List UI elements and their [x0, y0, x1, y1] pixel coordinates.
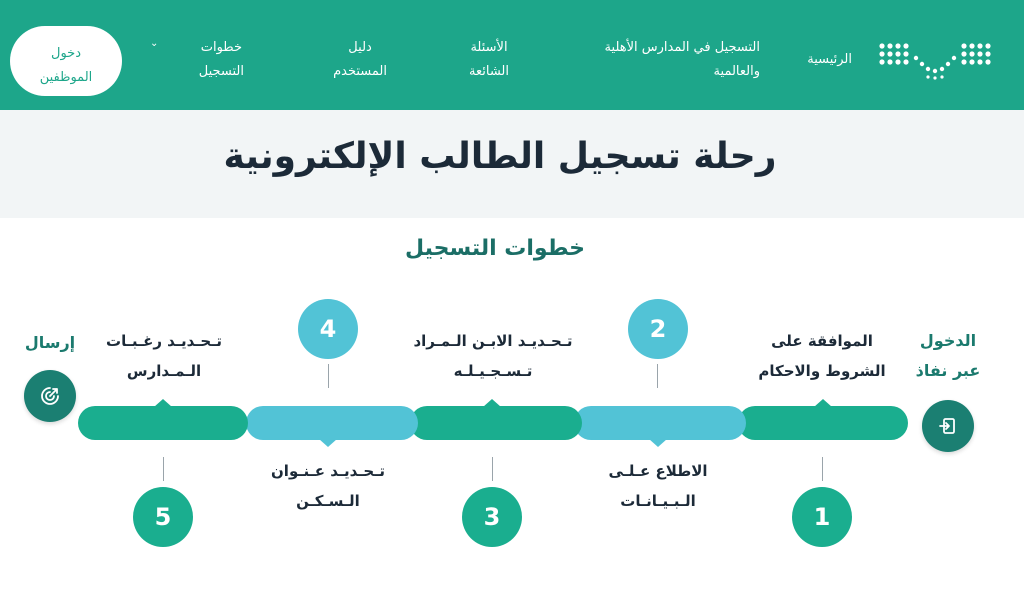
nav-registration-steps-dropdown[interactable]: [199, 36, 244, 84]
send-label: إرسال: [24, 333, 76, 352]
nav-register-label-line2: والعالمية: [713, 64, 760, 79]
ministry-logo-icon[interactable]: [878, 40, 992, 80]
step-5-number: 5: [133, 487, 193, 547]
connector-line: [163, 457, 164, 481]
nav-register-label-line1: التسجيل في المدارس الأهلية: [604, 40, 760, 55]
nav-steps-label-line1: خطوات: [200, 40, 242, 55]
timeline-segment-step-2: [574, 406, 746, 440]
employee-login-button[interactable]: [10, 26, 122, 96]
step-1-line2: الشروط والاحكام: [758, 362, 886, 380]
nav-faq-label-line2: الشائعة: [469, 64, 509, 79]
connector-line: [657, 364, 658, 388]
step-1-line1: الموافقة على: [771, 332, 873, 350]
step-3-text: [400, 326, 586, 386]
send-icon: [39, 385, 61, 407]
step-2-line2: الـبـيـانـات: [620, 492, 696, 510]
timeline-notch: [319, 439, 337, 447]
login-icon: [938, 416, 958, 436]
nav-guide-label-line2: المستخدم: [333, 64, 387, 79]
step-3-number: 3: [462, 487, 522, 547]
step-5-text: [84, 326, 244, 386]
nav-steps-label-line2: التسجيل: [198, 64, 244, 79]
connector-line: [328, 364, 329, 388]
step-2-line1: الاطلاع عـلـى: [608, 462, 708, 480]
login-label-line2: الموظفين: [39, 70, 93, 85]
step-3-line1: تـحـديـد الابـن الـمـراد: [413, 332, 573, 350]
nav-home-label: الرئيسية: [807, 52, 852, 67]
login-label-line1: دخول: [51, 46, 81, 61]
step-2-number: 2: [628, 299, 688, 359]
step-4-number: 4: [298, 299, 358, 359]
nav-faq-link[interactable]: [469, 36, 509, 84]
step-4-line2: الـسـكـن: [296, 492, 360, 510]
nafath-login-button[interactable]: [922, 400, 974, 452]
step-1-number: 1: [792, 487, 852, 547]
step-4-line1: تـحـديـد عـنـوان: [271, 462, 385, 480]
top-nav-bar: [0, 0, 1024, 110]
step-1-text: [742, 326, 902, 386]
nafath-label-line1: الدخول: [919, 331, 977, 350]
nav-user-guide-link[interactable]: [333, 36, 387, 84]
timeline-segment-step-5: [78, 406, 248, 440]
section-title: خطوات التسجيل: [404, 236, 586, 261]
nav-home-link[interactable]: [807, 48, 852, 72]
connector-line: [492, 457, 493, 481]
timeline-segment-step-4: [246, 406, 418, 440]
chevron-down-icon[interactable]: ⌄: [150, 38, 159, 49]
nafath-label-line2: عبر نفاذ: [915, 361, 981, 380]
timeline-notch: [649, 439, 667, 447]
timeline-notch: [814, 399, 832, 407]
step-5-line2: الـمـدارس: [126, 362, 202, 380]
connector-line: [822, 457, 823, 481]
timeline-notch: [154, 399, 172, 407]
step-2-text: [578, 456, 738, 516]
timeline-notch: [483, 399, 501, 407]
nav-faq-label-line1: الأسئلة: [470, 40, 508, 55]
timeline-segment-step-3: [410, 406, 582, 440]
nafath-login-label: [910, 326, 986, 386]
timeline-segment-step-1: [738, 406, 908, 440]
page-title: رحلة تسجيل الطالب الإلكترونية: [223, 136, 777, 177]
step-5-line1: تـحـديـد رغـبـات: [106, 332, 222, 350]
nav-guide-label-line1: دليل: [348, 40, 372, 55]
send-button[interactable]: [24, 370, 76, 422]
step-4-text: [248, 456, 408, 516]
step-3-line2: تـسـجـيـلـه: [453, 362, 533, 380]
nav-private-schools-link[interactable]: [605, 36, 760, 84]
